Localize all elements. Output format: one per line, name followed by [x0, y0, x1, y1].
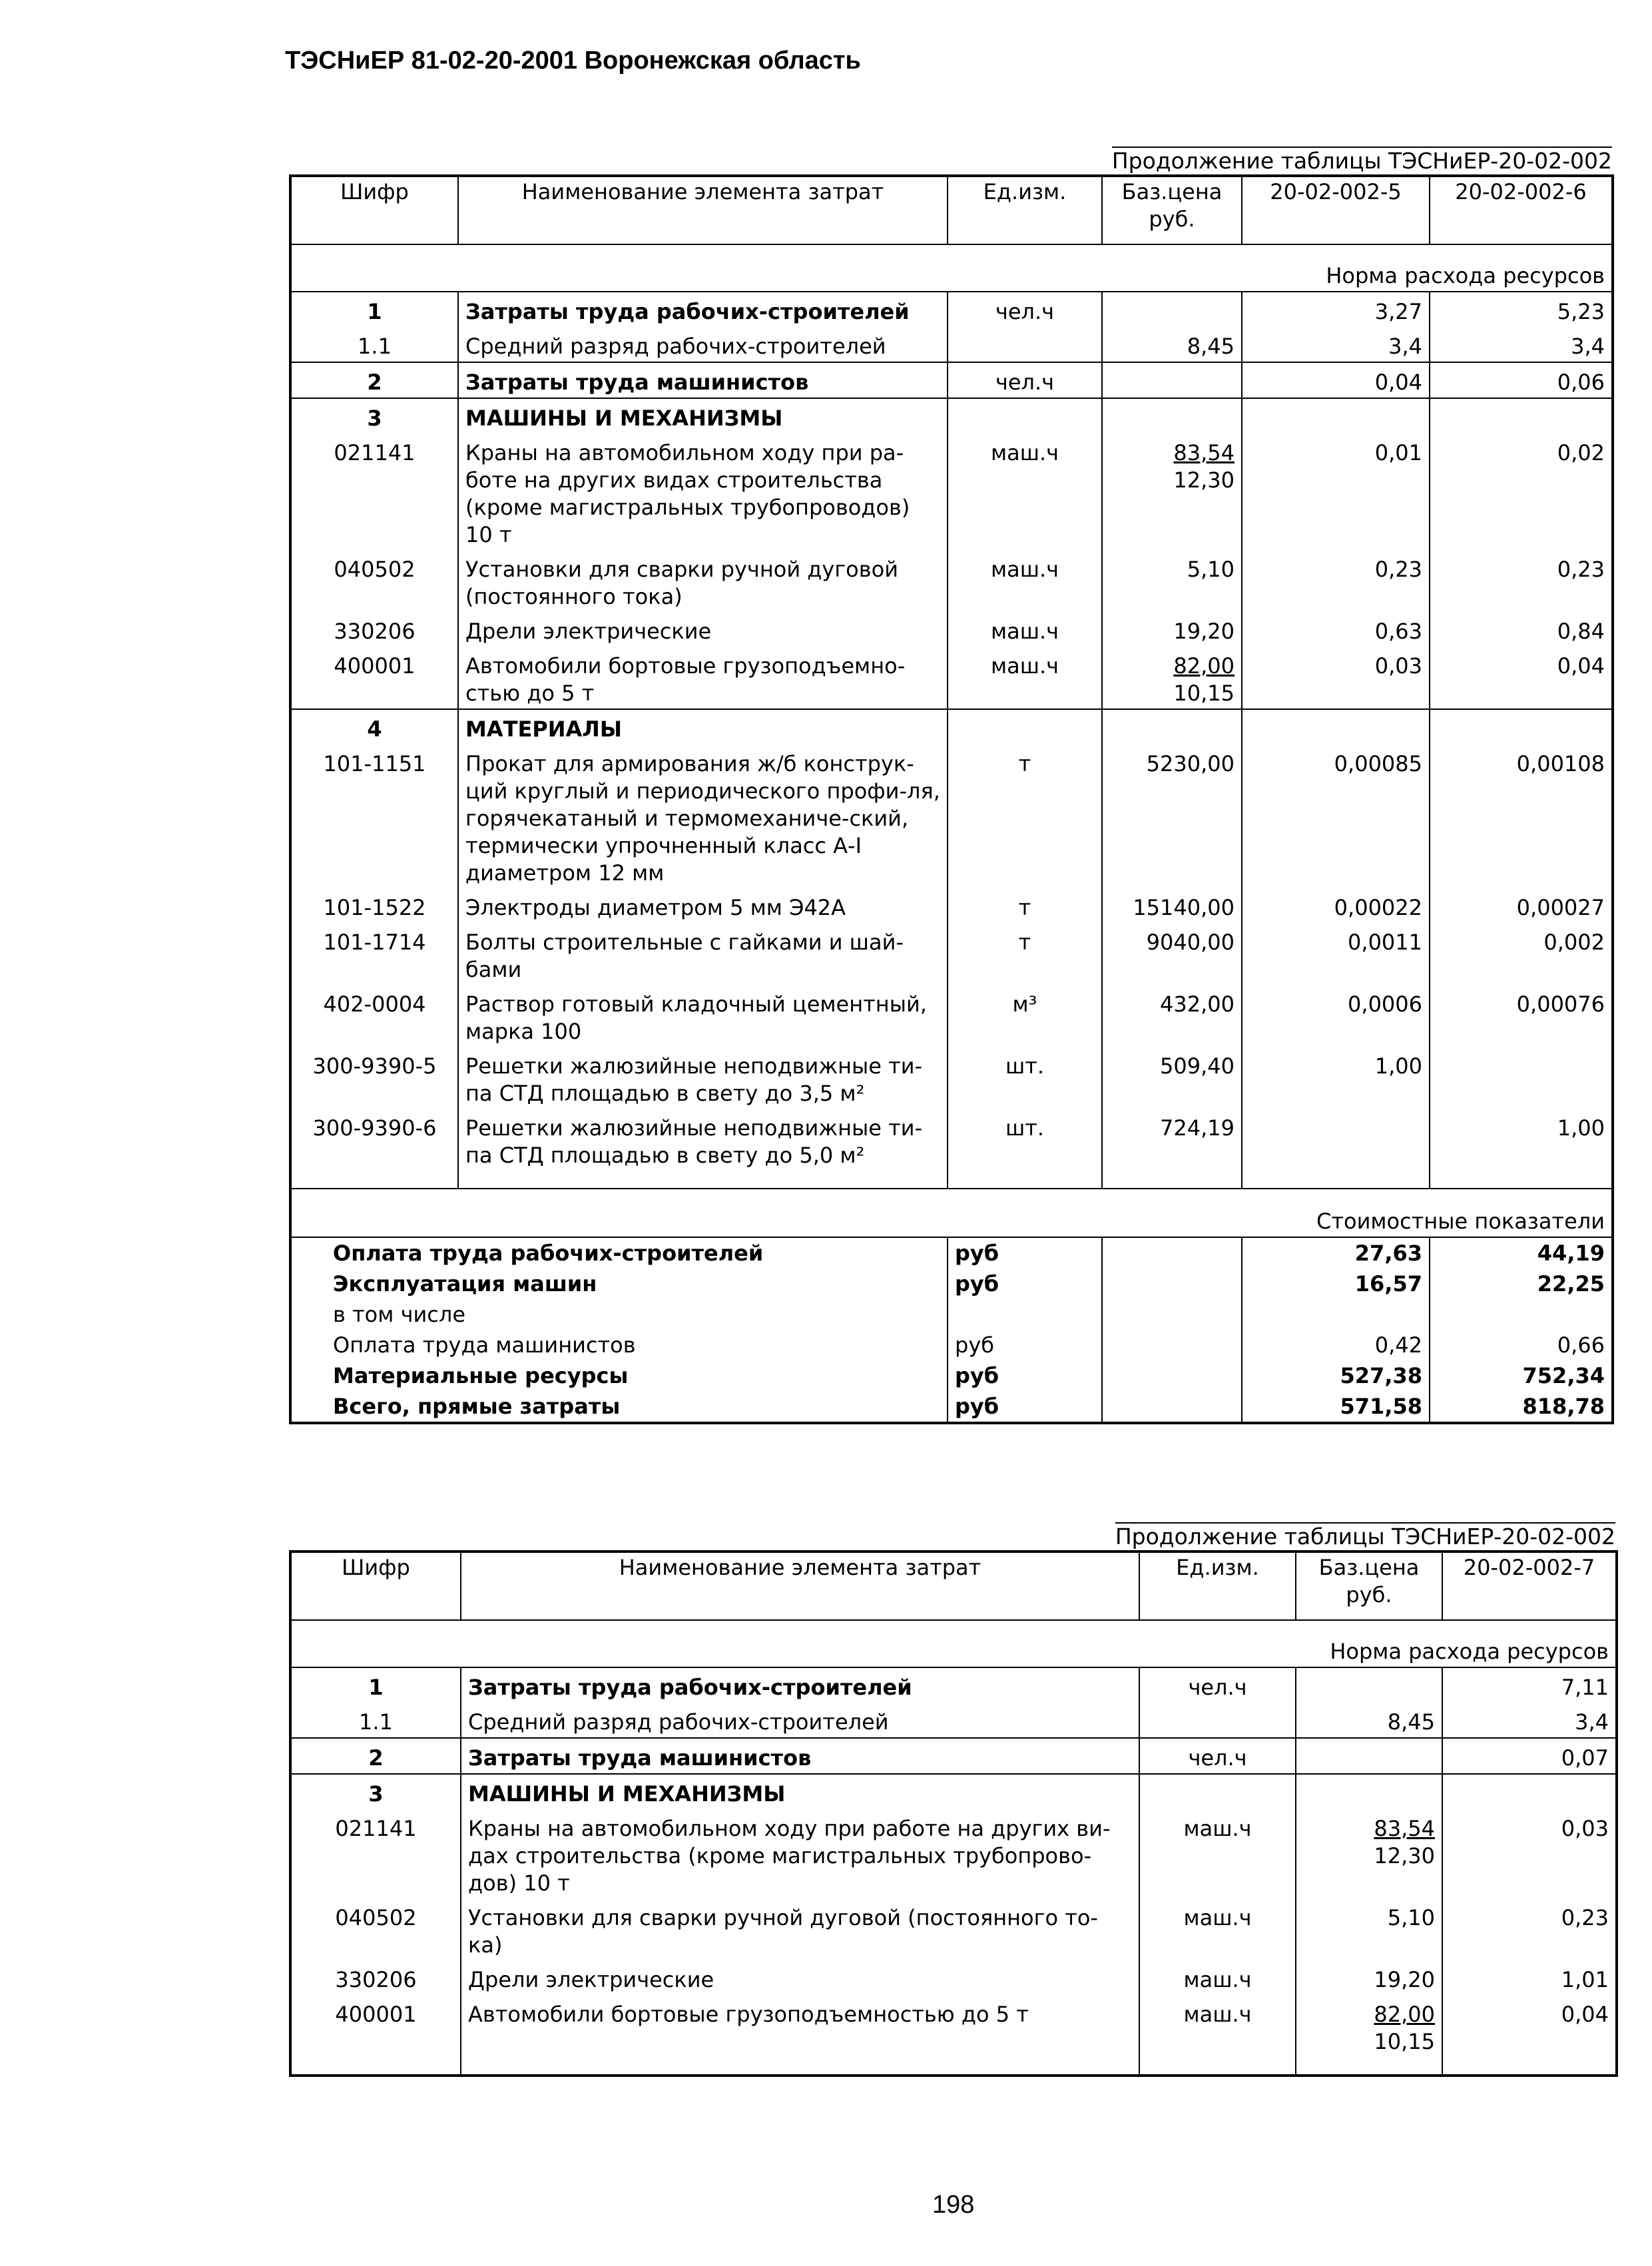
cell-norm-a: 7,11 — [1442, 1667, 1617, 1703]
price-value: 9040,00 — [1146, 930, 1235, 955]
table-header-row — [290, 1552, 1617, 1620]
cell-norm-a: 0,07 — [1442, 1738, 1617, 1774]
cell-name: Затраты труда машинистов — [461, 1738, 1139, 1774]
cell-name: Решетки жалюзийные неподвижные ти-па СТД площадью в свету до 5,0 м² — [458, 1109, 948, 1189]
header-price: Баз.цена руб. — [1296, 1552, 1442, 1620]
cell-code: 400001 — [335, 2002, 417, 2027]
table-row — [290, 1809, 1617, 1898]
cell-norm-a: 0,23 — [1242, 550, 1430, 612]
price-value: 5,10 — [1387, 1905, 1435, 1930]
cell-unit: чел.ч — [948, 362, 1102, 398]
resource-table-2 — [289, 1550, 1618, 2077]
cost-value-a — [1242, 1299, 1430, 1330]
table-row — [290, 1995, 1617, 2076]
cell-norm-b: 0,06 — [1430, 362, 1613, 398]
cell-norm-a: 0,0011 — [1242, 923, 1430, 985]
cell-unit: маш.ч — [1139, 1898, 1296, 1960]
cell-unit: маш.ч — [948, 433, 1102, 550]
header-price: Баз.цена руб. — [1102, 176, 1242, 244]
table-row — [290, 923, 1613, 985]
cost-row — [290, 1269, 1613, 1299]
price-value: 8,45 — [1187, 334, 1235, 359]
cell-code: 3 — [368, 1781, 384, 1807]
cell-price — [1296, 1898, 1442, 1960]
cell-norm-a: 3,4 — [1442, 1703, 1617, 1738]
cost-value-b — [1430, 1299, 1613, 1330]
price-value: 432,00 — [1160, 991, 1235, 1017]
cost-row — [290, 1360, 1613, 1391]
cell-name: Затраты труда рабочих-строителей — [458, 292, 948, 327]
cell-name: Прокат для армирования ж/б конструк-ций круглый и периодического профи-ля, горячекатаный и термомеханиче-ский, термически упрочненный класс А-I диаметром 12 мм — [458, 744, 948, 888]
table-row — [290, 550, 1613, 612]
cell-code: 1.1 — [290, 327, 458, 362]
table-row — [290, 744, 1613, 888]
cell-price — [1102, 327, 1242, 362]
cell-price — [1102, 398, 1242, 433]
cell-code: 2 — [290, 362, 458, 398]
cell-norm-b: 0,00108 — [1430, 744, 1613, 888]
table-row — [290, 888, 1613, 923]
cell-code: 402-0004 — [323, 991, 426, 1017]
table-row — [290, 1667, 1617, 1703]
table-row — [290, 985, 1613, 1047]
cell-price — [1102, 709, 1242, 744]
cell-price — [1102, 550, 1242, 612]
cell-code: 4 — [367, 716, 382, 742]
cell-norm-a — [1242, 398, 1430, 433]
cell-code: 1 — [368, 1675, 384, 1700]
cost-unit: руб — [948, 1391, 1102, 1423]
cell-code: 300-9390-5 — [312, 1053, 437, 1079]
table-row — [290, 1047, 1613, 1109]
cell-norm-b: 0,02 — [1430, 433, 1613, 550]
cell-price — [1102, 612, 1242, 647]
table-row — [290, 1774, 1617, 1809]
cell-unit — [1139, 1703, 1296, 1738]
cell-code: 040502 — [334, 557, 415, 582]
cell-norm-a: 3,27 — [1242, 292, 1430, 327]
cell-code: 040502 — [335, 1905, 417, 1930]
cell-norm-b: 3,4 — [1430, 327, 1613, 362]
price-machinist-value: 12,30 — [1173, 467, 1235, 493]
price-value: 83,54 — [1374, 1816, 1435, 1841]
table-row — [290, 1738, 1617, 1774]
cell-name: Установки для сварки ручной дуговой (постоянного то-ка) — [461, 1898, 1139, 1960]
cell-code: 300-9390-6 — [312, 1115, 437, 1141]
cell-norm-b — [1430, 709, 1613, 744]
cell-unit: шт. — [948, 1047, 1102, 1109]
cell-norm-a — [1242, 709, 1430, 744]
cost-name: в том числе — [333, 1302, 465, 1327]
cost-row — [290, 1299, 1613, 1330]
cost-value-a: 571,58 — [1242, 1391, 1430, 1423]
cell-norm-b: 0,00027 — [1430, 888, 1613, 923]
table-row — [290, 709, 1613, 744]
cell-unit: чел.ч — [1139, 1738, 1296, 1774]
cell-name: Электроды диаметром 5 мм Э42А — [458, 888, 948, 923]
cell-price — [1102, 923, 1242, 985]
cell-name: Решетки жалюзийные неподвижные ти-па СТД площадью в свету до 3,5 м² — [458, 1047, 948, 1109]
cell-code: 101-1151 — [323, 751, 426, 776]
table1-body — [290, 292, 1613, 1189]
price-value: 724,19 — [1160, 1115, 1235, 1141]
cell-name: Затраты труда рабочих-строителей — [461, 1667, 1139, 1703]
cell-price — [1102, 744, 1242, 888]
cell-unit — [948, 327, 1102, 362]
cell-name: МАШИНЫ И МЕХАНИЗМЫ — [458, 398, 948, 433]
header-unit: Ед.изм. — [1139, 1552, 1296, 1620]
cell-name: Дрели электрические — [458, 612, 948, 647]
table1-caption: Продолжение таблицы ТЭСНиЕР-20-02-002 — [1111, 148, 1612, 174]
price-value: 509,40 — [1160, 1053, 1235, 1079]
table-row — [290, 1703, 1617, 1738]
price-value: 19,20 — [1374, 1967, 1435, 1992]
cell-norm-b — [1430, 1047, 1613, 1109]
cell-unit — [1139, 1774, 1296, 1809]
cell-price — [1102, 292, 1242, 327]
cell-price — [1296, 1667, 1442, 1703]
cost-value-b: 752,34 — [1430, 1360, 1613, 1391]
cell-norm-a: 0,00085 — [1242, 744, 1430, 888]
table-row — [290, 1898, 1617, 1960]
norm-label-row — [290, 244, 1613, 292]
cell-code: 330206 — [335, 1967, 417, 1992]
cell-norm-b: 0,002 — [1430, 923, 1613, 985]
cost-name: Материальные ресурсы — [333, 1363, 629, 1388]
cell-unit: маш.ч — [1139, 1960, 1296, 1995]
cell-price — [1296, 1960, 1442, 1995]
cell-name: Автомобили бортовые грузоподъемно-стью до 5 т — [458, 647, 948, 709]
header-col-a: 20-02-002-7 — [1442, 1552, 1617, 1620]
cell-norm-a — [1442, 1774, 1617, 1809]
header-name: Наименование элемента затрат — [461, 1552, 1139, 1620]
header-col-a: 20-02-002-5 — [1242, 176, 1430, 244]
table-row — [290, 1109, 1613, 1189]
cell-code: 330206 — [334, 619, 415, 644]
cell-price — [1102, 1047, 1242, 1109]
cost-label-row — [290, 1189, 1613, 1237]
table-row — [290, 362, 1613, 398]
cell-unit: маш.ч — [948, 612, 1102, 647]
cost-unit: руб — [948, 1330, 1102, 1360]
cost-price — [1102, 1299, 1242, 1330]
cell-norm-b: 5,23 — [1430, 292, 1613, 327]
header-code: Шифр — [290, 1552, 461, 1620]
cell-norm-a: 1,00 — [1242, 1047, 1430, 1109]
cell-norm-a — [1242, 1109, 1430, 1189]
cost-row — [290, 1330, 1613, 1360]
cost-price — [1102, 1330, 1242, 1360]
cost-name: Эксплуатация машин — [333, 1271, 597, 1296]
cost-value-a: 16,57 — [1242, 1269, 1430, 1299]
resource-table-1 — [289, 174, 1614, 1424]
document-title: ТЭСНиЕР 81-02-20-2001 Воронежская область — [285, 47, 861, 75]
cell-price — [1296, 1703, 1442, 1738]
price-value: 19,20 — [1173, 619, 1235, 644]
cell-price — [1102, 985, 1242, 1047]
cell-price — [1296, 1995, 1442, 2076]
cell-norm-a: 1,01 — [1442, 1960, 1617, 1995]
cell-name: Раствор готовый кладочный цементный, марка 100 — [458, 985, 948, 1047]
table1-costs — [290, 1237, 1613, 1423]
header-unit: Ед.изм. — [948, 176, 1102, 244]
cell-code: 2 — [290, 1738, 461, 1774]
price-value: 8,45 — [1387, 1709, 1435, 1735]
table-row — [290, 647, 1613, 709]
cost-unit: руб — [948, 1269, 1102, 1299]
price-machinist-value: 10,15 — [1173, 681, 1235, 706]
cost-name: Оплата труда рабочих-строителей — [333, 1241, 764, 1266]
cell-name: Краны на автомобильном ходу при работе на других ви-дах строительства (кроме магистральных трубопрово-дов) 10 т — [461, 1809, 1139, 1898]
table-row — [290, 433, 1613, 550]
cell-code: 021141 — [335, 1816, 417, 1841]
cost-value-a: 27,63 — [1242, 1237, 1430, 1269]
cell-unit: маш.ч — [948, 550, 1102, 612]
cost-price — [1102, 1237, 1242, 1269]
cell-unit: шт. — [948, 1109, 1102, 1189]
cell-price — [1102, 1109, 1242, 1189]
price-value: 5230,00 — [1146, 751, 1235, 776]
cell-price — [1296, 1774, 1442, 1809]
cell-norm-a: 0,03 — [1242, 647, 1430, 709]
cell-price — [1296, 1809, 1442, 1898]
cell-price — [1102, 362, 1242, 398]
norm-label: Норма расхода ресурсов — [290, 244, 1613, 292]
cell-name: Автомобили бортовые грузоподъемностью до 5 т — [461, 1995, 1139, 2076]
table-row — [290, 612, 1613, 647]
cell-norm-b: 0,84 — [1430, 612, 1613, 647]
cell-unit — [948, 398, 1102, 433]
cell-code: 101-1714 — [323, 930, 426, 955]
cell-unit: м³ — [948, 985, 1102, 1047]
price-value: 15140,00 — [1133, 895, 1235, 920]
cost-value-b: 44,19 — [1430, 1237, 1613, 1269]
cell-norm-a: 0,00022 — [1242, 888, 1430, 923]
cell-code: 1 — [367, 299, 382, 324]
price-value: 82,00 — [1374, 2002, 1435, 2027]
cost-label: Стоимостные показатели — [290, 1189, 1613, 1237]
cost-value-b: 22,25 — [1430, 1269, 1613, 1299]
cell-unit: чел.ч — [948, 292, 1102, 327]
table2-body — [290, 1667, 1617, 2076]
page-number: 198 — [932, 2191, 975, 2219]
cell-unit: т — [948, 888, 1102, 923]
cell-unit: маш.ч — [948, 647, 1102, 709]
cell-norm-a: 0,04 — [1442, 1995, 1617, 2076]
cell-name: МАШИНЫ И МЕХАНИЗМЫ — [461, 1774, 1139, 1809]
cell-name: Болты строительные с гайками и шай-бами — [458, 923, 948, 985]
header-col-b: 20-02-002-6 — [1430, 176, 1613, 244]
table-row — [290, 327, 1613, 362]
cell-norm-b: 1,00 — [1430, 1109, 1613, 1189]
header-name: Наименование элемента затрат — [458, 176, 948, 244]
cost-value-a: 527,38 — [1242, 1360, 1430, 1391]
cell-unit: чел.ч — [1139, 1667, 1296, 1703]
cost-row — [290, 1237, 1613, 1269]
cost-unit: руб — [948, 1237, 1102, 1269]
cell-code: 021141 — [334, 440, 415, 465]
cell-name: Установки для сварки ручной дуговой (постоянного тока) — [458, 550, 948, 612]
cell-price — [1296, 1738, 1442, 1774]
price-machinist-value: 12,30 — [1374, 1843, 1435, 1868]
cost-name: Всего, прямые затраты — [333, 1394, 621, 1419]
cell-name: МАТЕРИАЛЫ — [458, 709, 948, 744]
cell-code: 1.1 — [290, 1703, 461, 1738]
cost-unit: руб — [948, 1360, 1102, 1391]
cell-unit — [948, 709, 1102, 744]
cell-price — [1102, 888, 1242, 923]
norm-label-row — [290, 1620, 1617, 1667]
cell-unit: маш.ч — [1139, 1995, 1296, 2076]
header-code: Шифр — [290, 176, 458, 244]
cell-name: Дрели электрические — [461, 1960, 1139, 1995]
price-machinist-value: 10,15 — [1374, 2029, 1435, 2054]
cell-code: 400001 — [290, 647, 458, 709]
cell-name: Средний разряд рабочих-строителей — [461, 1703, 1139, 1738]
table-row — [290, 398, 1613, 433]
price-value: 82,00 — [1173, 653, 1235, 679]
cell-norm-b: 0,00076 — [1430, 985, 1613, 1047]
cell-price — [1102, 647, 1242, 709]
cost-row — [290, 1391, 1613, 1423]
cell-norm-a: 0,04 — [1242, 362, 1430, 398]
cost-value-b: 818,78 — [1430, 1391, 1613, 1423]
cell-norm-a: 0,0006 — [1242, 985, 1430, 1047]
cost-value-a: 0,42 — [1242, 1330, 1430, 1360]
cost-price — [1102, 1360, 1242, 1391]
norm-label: Норма расхода ресурсов — [290, 1620, 1617, 1667]
cell-code: 3 — [367, 406, 382, 431]
table2-caption: Продолжение таблицы ТЭСНиЕР-20-02-002 — [1115, 1524, 1615, 1550]
cost-value-b: 0,66 — [1430, 1330, 1613, 1360]
table-row — [290, 292, 1613, 327]
cell-name: Краны на автомобильном ходу при ра-боте на других видах строительства (кроме магистральных трубопроводов) 10 т — [458, 433, 948, 550]
cell-unit: маш.ч — [1139, 1809, 1296, 1898]
cell-norm-a: 0,63 — [1242, 612, 1430, 647]
cell-code: 101-1522 — [323, 895, 426, 920]
cell-unit: т — [948, 923, 1102, 985]
cost-unit — [948, 1299, 1102, 1330]
cell-name: Затраты труда машинистов — [458, 362, 948, 398]
cell-name: Средний разряд рабочих-строителей — [458, 327, 948, 362]
cell-norm-a: 0,03 — [1442, 1809, 1617, 1898]
cell-norm-b: 0,04 — [1430, 647, 1613, 709]
cell-price — [1102, 433, 1242, 550]
table-header-row — [290, 176, 1613, 244]
cell-norm-a: 0,23 — [1442, 1898, 1617, 1960]
cell-unit: т — [948, 744, 1102, 888]
cell-norm-a: 3,4 — [1242, 327, 1430, 362]
price-value: 5,10 — [1187, 557, 1235, 582]
cell-norm-b: 0,23 — [1430, 550, 1613, 612]
cell-norm-a: 0,01 — [1242, 433, 1430, 550]
cost-price — [1102, 1391, 1242, 1423]
cell-norm-b — [1430, 398, 1613, 433]
price-value: 83,54 — [1173, 440, 1235, 465]
table-row — [290, 1960, 1617, 1995]
cost-price — [1102, 1269, 1242, 1299]
cost-name: Оплата труда машинистов — [333, 1332, 636, 1358]
